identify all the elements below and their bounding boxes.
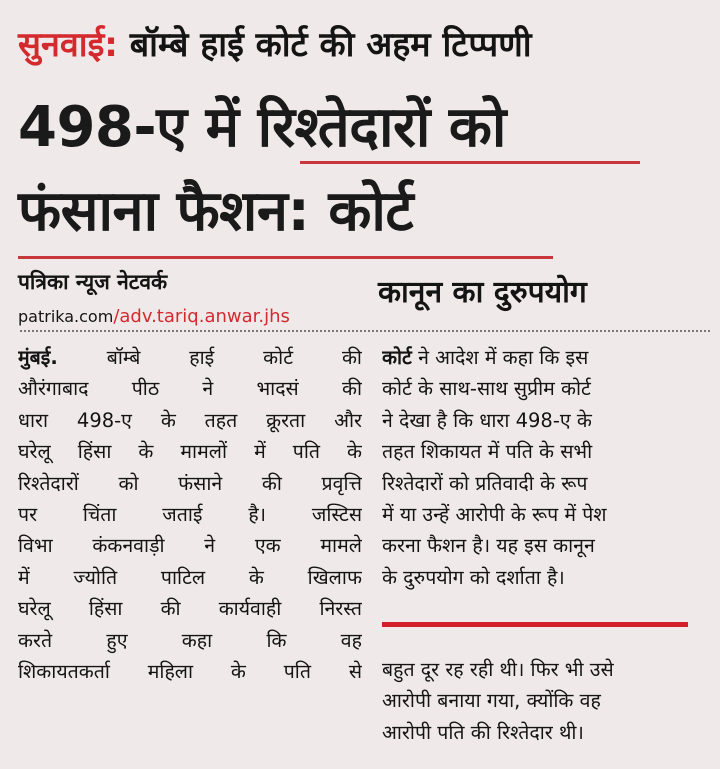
kicker-colon: :: [104, 25, 118, 65]
dateline: मुंबई.: [18, 346, 58, 369]
right-col-line: करना फैशन है। यह इस कानून: [382, 534, 595, 558]
right-column: [382, 342, 700, 593]
byline: पत्रिका न्यूज नेटवर्क: [18, 270, 168, 294]
left-col-line: मुंबई. बॉम्बे हाई कोर्ट की: [18, 346, 362, 369]
column-red-rule: [382, 622, 688, 627]
left-col-line: रिश्तेदारों को फंसाने की प्रवृत्ति: [18, 471, 362, 495]
right-col-line: ने देखा है कि धारा 498-ए के: [382, 408, 592, 432]
source-line: [18, 306, 290, 327]
left-col-line: औरंगाबाद पीठ ने भादसं की: [18, 377, 362, 401]
headline-underline-1: [300, 161, 640, 164]
subhead: कानून का दुरुपयोग: [378, 275, 587, 310]
right-col-line: रिश्तेदारों को प्रतिवादी के रूप: [382, 471, 588, 495]
left-col-line: में ज्योति पाटिल के खिलाफ: [18, 565, 362, 589]
right-column-continued: [382, 654, 700, 748]
left-col-line: धारा 498-ए के तहत क्रूरता और: [18, 408, 362, 432]
right-col-line: में या उन्हें आरोपी के रूप में पेश: [382, 503, 607, 527]
source-site: patrika.com: [18, 307, 114, 326]
kicker-tag: सुनवाई: [18, 25, 105, 65]
right-col-line: कोर्ट ने आदेश में कहा कि इस: [382, 346, 589, 369]
source-handle: /adv.tariq.anwar.jhs: [113, 306, 290, 327]
left-col-line: पर चिंता जताई है। जस्टिस: [18, 503, 362, 527]
right-lead: कोर्ट: [382, 346, 412, 369]
right-col-line: तहत शिकायत में पति के सभी: [382, 440, 593, 464]
left-column: [18, 342, 362, 687]
headline-line-2: फंसाना फैशन: कोर्ट: [18, 179, 414, 244]
kicker-text: बॉम्बे हाई कोर्ट की अहम टिप्पणी: [129, 25, 532, 65]
right-col-line: बहुत दूर रह रही थी। फिर भी उसे: [382, 658, 614, 681]
right-col-line: आरोपी पति की रिश्तेदार थी।: [382, 720, 584, 744]
left-col-line: घरेलू हिंसा की कार्यवाही निरस्त: [18, 597, 362, 621]
headline-underline-2: [18, 256, 553, 259]
dotted-divider: [20, 330, 710, 332]
headline-line-1: 498-ए में रिश्तेदारों को: [18, 95, 506, 160]
right-col-line: कोर्ट के साथ-साथ सुप्रीम कोर्ट: [382, 377, 591, 401]
right-col-line: के दुरुपयोग को दर्शाता है।: [382, 565, 565, 589]
left-col-line: घरेलू हिंसा के मामलों में पति के: [18, 440, 362, 464]
left-col-line: विभा कंकनवाड़ी ने एक मामले: [18, 534, 362, 558]
left-col-line: करते हुए कहा कि वह: [18, 628, 362, 652]
left-col-line: शिकायतकर्ता महिला के पति से: [18, 660, 362, 684]
right-col-line: आरोपी बनाया गया, क्योंकि वह: [382, 689, 601, 713]
kicker: [18, 24, 532, 66]
